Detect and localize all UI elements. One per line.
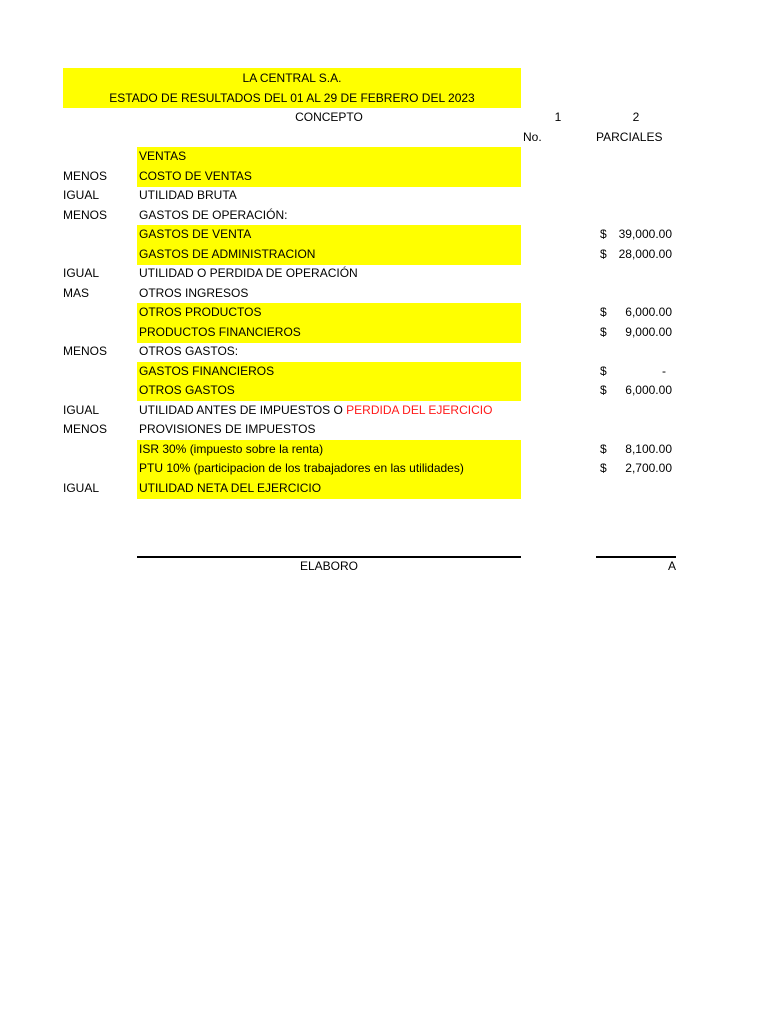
row-concept <box>139 420 315 439</box>
authorized-by-label: A <box>667 559 676 573</box>
row-concept <box>139 167 252 186</box>
row-concept-text: OTROS GASTOS: <box>139 344 239 358</box>
row-currency: $ <box>600 305 607 319</box>
row-amount <box>600 342 672 361</box>
row-concept <box>139 303 261 322</box>
row-concept-text: UTILIDAD O PERDIDA DE OPERACIÓN <box>139 266 358 280</box>
row-amount: 39,000.00 <box>618 227 672 241</box>
row-concept-text: GASTOS DE ADMINISTRACION <box>139 247 316 261</box>
company-name: LA CENTRAL S.A. <box>242 71 342 85</box>
row-concept-text: UTILIDAD ANTES DE IMPUESTOS O <box>139 403 347 417</box>
row-amount: - <box>662 364 666 378</box>
row-concept <box>139 186 237 205</box>
row-amount <box>600 206 672 225</box>
row-concept-text: PTU 10% (participacion de los trabajadores en las utilidades) <box>139 461 464 475</box>
column-number-2: 2 <box>632 110 640 124</box>
column-number-1: 1 <box>554 110 562 124</box>
row-concept-text: VENTAS <box>139 149 187 163</box>
column-header-concept: CONCEPTO <box>295 110 363 124</box>
row-amount <box>600 420 672 439</box>
row-highlight <box>137 147 521 167</box>
row-concept-text: OTROS GASTOS <box>139 383 235 397</box>
row-operator: MENOS <box>63 344 108 358</box>
row-amount: 6,000.00 <box>625 305 672 319</box>
row-concept <box>139 206 287 225</box>
row-concept-text: ISR 30% (impuesto sobre la renta) <box>139 442 324 456</box>
row-operator: IGUAL <box>63 481 100 495</box>
row-concept <box>139 342 238 361</box>
row-amount <box>600 264 672 283</box>
row-amount: 8,100.00 <box>625 442 672 456</box>
row-concept <box>139 440 323 459</box>
row-amount <box>600 401 672 420</box>
row-currency: $ <box>600 442 607 456</box>
prepared-by-label: ELABORO <box>299 559 359 573</box>
row-operator: IGUAL <box>63 188 100 202</box>
row-concept <box>139 264 358 283</box>
row-currency: $ <box>600 383 607 397</box>
row-concept-text: UTILIDAD BRUTA <box>139 188 237 202</box>
row-currency: $ <box>600 461 607 475</box>
row-concept-text: GASTOS FINANCIEROS <box>139 364 275 378</box>
row-concept <box>139 401 492 420</box>
row-amount: 6,000.00 <box>625 383 672 397</box>
row-concept <box>139 225 251 244</box>
row-concept <box>139 362 274 381</box>
column-header-partials: PARCIALES <box>596 130 663 144</box>
row-concept-text: PRODUCTOS FINANCIEROS <box>139 325 301 339</box>
row-concept-text: OTROS INGRESOS <box>139 286 249 300</box>
row-concept-text: GASTOS DE VENTA <box>139 227 252 241</box>
row-amount <box>600 167 672 186</box>
row-concept <box>139 147 186 166</box>
row-concept-red-text: PERDIDA DEL EJERCICIO <box>346 403 493 417</box>
row-concept <box>139 381 235 400</box>
row-operator: IGUAL <box>63 403 100 417</box>
row-concept-text: OTROS PRODUCTOS <box>139 305 262 319</box>
row-concept-text: COSTO DE VENTAS <box>139 169 252 183</box>
row-operator: MENOS <box>63 169 108 183</box>
row-concept <box>139 323 301 342</box>
row-currency: $ <box>600 364 607 378</box>
row-amount <box>600 479 672 498</box>
row-amount <box>600 284 672 303</box>
report-title: ESTADO DE RESULTADOS DEL 01 AL 29 DE FEBRERO DEL 2023 <box>109 91 475 105</box>
row-operator: MAS <box>63 286 90 300</box>
row-amount: 2,700.00 <box>625 461 672 475</box>
row-concept-text: PROVISIONES DE IMPUESTOS <box>139 422 316 436</box>
row-concept-text: UTILIDAD NETA DEL EJERCICIO <box>139 481 322 495</box>
column-header-number: No. <box>523 130 542 144</box>
row-operator: MENOS <box>63 208 108 222</box>
row-currency: $ <box>600 227 607 241</box>
row-concept <box>139 459 464 478</box>
row-concept <box>139 284 248 303</box>
row-operator: IGUAL <box>63 266 100 280</box>
row-currency: $ <box>600 247 607 261</box>
row-currency: $ <box>600 325 607 339</box>
row-operator: MENOS <box>63 422 108 436</box>
row-concept <box>139 245 315 264</box>
row-amount: 28,000.00 <box>618 247 672 261</box>
row-concept <box>139 479 321 498</box>
row-amount: 9,000.00 <box>625 325 672 339</box>
row-amount <box>600 186 672 205</box>
row-amount <box>600 147 672 166</box>
row-concept-text: GASTOS DE OPERACIÓN: <box>139 208 288 222</box>
